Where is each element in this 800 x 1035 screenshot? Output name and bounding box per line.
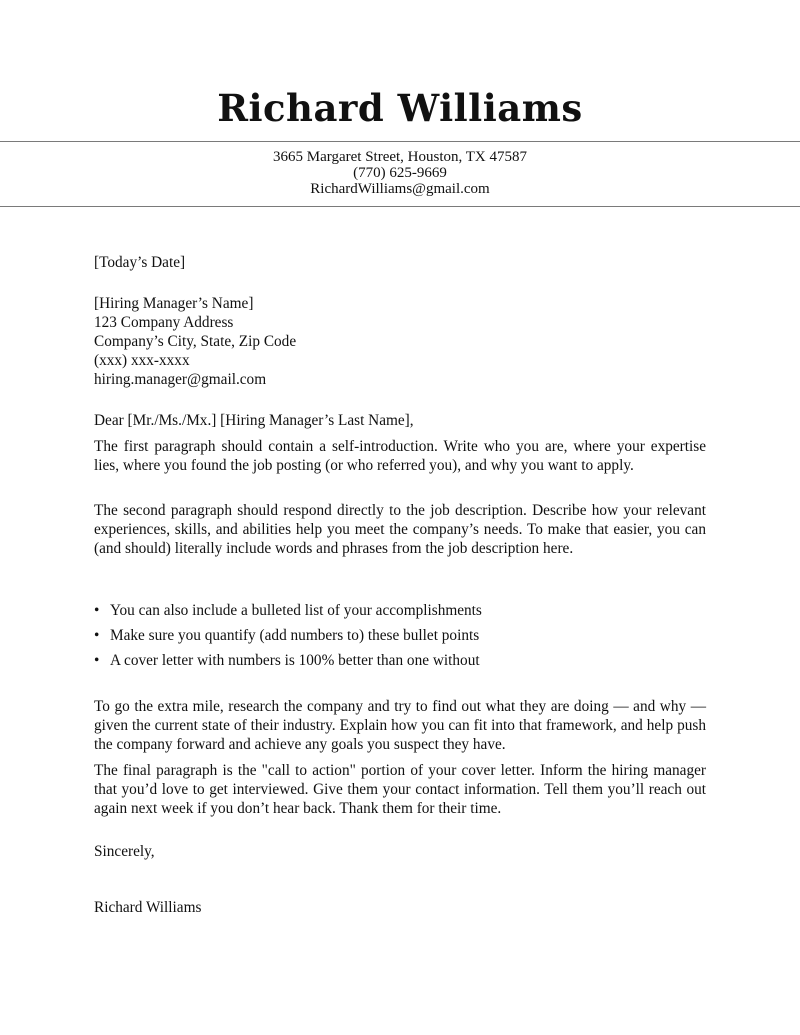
bullet-icon: • — [94, 627, 100, 644]
recipient-name: [Hiring Manager’s Name] — [94, 295, 254, 312]
list-item — [94, 651, 706, 676]
recipient-email: hiring.manager@gmail.com — [94, 371, 267, 388]
recipient-address: 123 Company Address — [94, 314, 234, 331]
header-divider-top — [0, 141, 800, 142]
list-item — [94, 626, 706, 651]
recipient-block — [94, 294, 708, 389]
salutation: Dear [Mr./Ms./Mx.] [Hiring Manager’s Last Name], — [94, 412, 414, 429]
bullet-text: A cover letter with numbers is 100% better than one without — [110, 652, 480, 669]
paragraph-job-description: The second paragraph should respond directly to the job description. Describe how your relevant experiences, skills, and abilities help you meet the company’s needs. To make that easier, you can (and should) literally include words and phrases from the job description here. — [94, 502, 706, 557]
letter-date: [Today’s Date] — [94, 254, 186, 271]
closing: Sincerely, — [94, 843, 155, 860]
paragraph-introduction: The first paragraph should contain a self-introduction. Write who you are, where your expertise lies, where you found the job posting (or who referred you), and why you want to apply. — [94, 438, 706, 474]
paragraph-research: To go the extra mile, research the company and try to find out what they are doing — and why — given the current state of their industry. Explain how you can fit into that framework, and help push the company forward and achieve any goals you suspect they have. — [94, 698, 706, 753]
accomplishments-list — [94, 601, 706, 676]
contact-address: 3665 Margaret Street, Houston, TX 47587 — [273, 149, 527, 165]
signature-name: Richard Williams — [94, 899, 202, 916]
recipient-city: Company’s City, State, Zip Code — [94, 333, 297, 350]
applicant-name: Richard Williams — [217, 86, 583, 130]
bullet-text: You can also include a bulleted list of your accomplishments — [110, 602, 482, 619]
recipient-phone: (xxx) xxx-xxxx — [94, 352, 190, 369]
contact-block — [0, 149, 800, 197]
list-item — [94, 601, 706, 626]
bullet-text: Make sure you quantify (add numbers to) these bullet points — [110, 627, 480, 644]
contact-phone: (770) 625-9669 — [353, 165, 447, 181]
bullet-icon: • — [94, 652, 100, 669]
contact-email: RichardWilliams@gmail.com — [310, 181, 490, 197]
header-divider-bottom — [0, 206, 800, 207]
bullet-icon: • — [94, 602, 100, 619]
paragraph-call-to-action: The final paragraph is the "call to action" portion of your cover letter. Inform the hiring manager that you’d love to get interviewed. Give them your contact information. Tell them you’ll reach out again next week if you don’t hear back. Thank them for their time. — [94, 762, 706, 817]
